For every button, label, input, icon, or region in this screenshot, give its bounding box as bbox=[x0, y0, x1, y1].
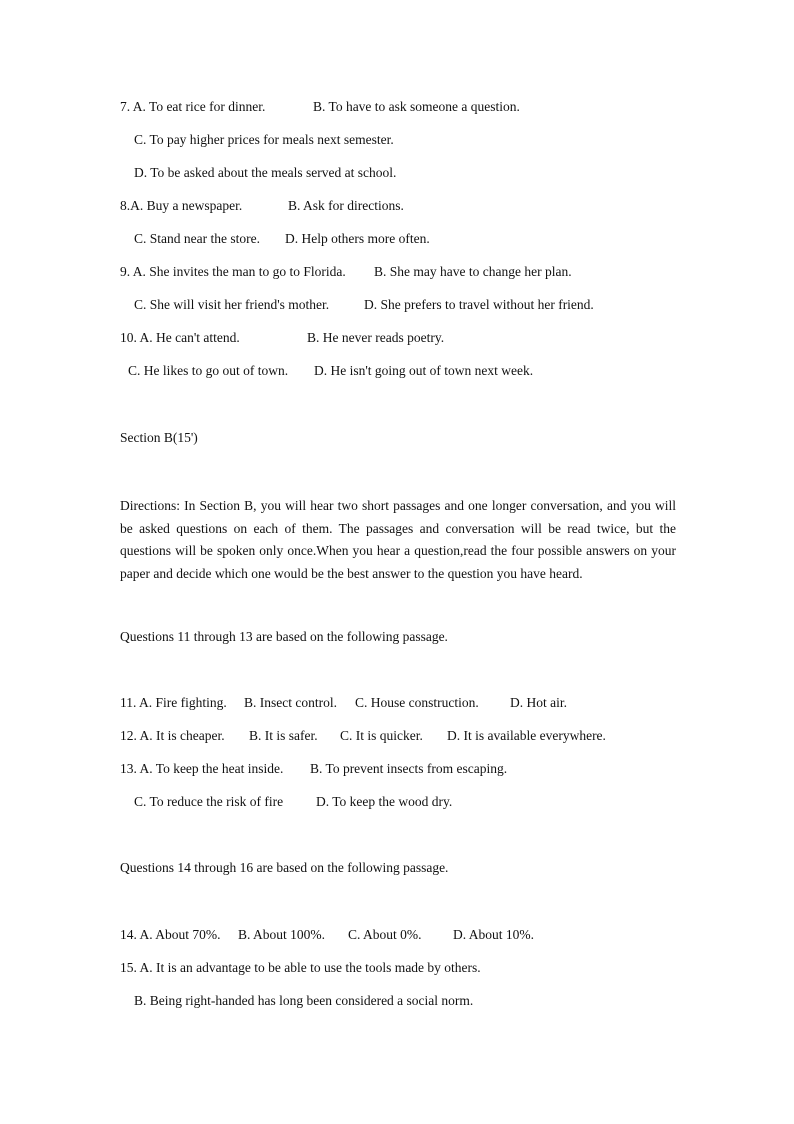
q9-option-d: D. She prefers to travel without her friend. bbox=[364, 297, 594, 312]
q13-option-a: 13. A. To keep the heat inside. bbox=[120, 761, 284, 776]
passage-2-intro: Questions 14 through 16 are based on the following passage. bbox=[120, 860, 449, 875]
q8-option-b: B. Ask for directions. bbox=[288, 198, 404, 213]
q11-option-c: C. House construction. bbox=[355, 695, 479, 710]
q8-option-c: C. Stand near the store. bbox=[134, 231, 260, 246]
q12-option-d: D. It is available everywhere. bbox=[447, 728, 606, 743]
q7-option-a: 7. A. To eat rice for dinner. bbox=[120, 99, 266, 114]
q13-option-d: D. To keep the wood dry. bbox=[316, 794, 453, 809]
q15-option-a: 15. A. It is an advantage to be able to use the tools made by others. bbox=[120, 960, 481, 975]
q11-option-a: 11. A. Fire fighting. bbox=[120, 695, 227, 710]
q12-option-b: B. It is safer. bbox=[249, 728, 318, 743]
q8-option-a: 8.A. Buy a newspaper. bbox=[120, 198, 243, 213]
q11-option-b: B. Insect control. bbox=[244, 695, 337, 710]
q7-option-b: B. To have to ask someone a question. bbox=[313, 99, 520, 114]
passage-1-intro: Questions 11 through 13 are based on the following passage. bbox=[120, 629, 448, 644]
q9-option-b: B. She may have to change her plan. bbox=[374, 264, 572, 279]
q9-option-a: 9. A. She invites the man to go to Florida. bbox=[120, 264, 346, 279]
q8-option-d: D. Help others more often. bbox=[285, 231, 430, 246]
q10-option-c: C. He likes to go out of town. bbox=[128, 363, 289, 378]
q9-option-c: C. She will visit her friend's mother. bbox=[134, 297, 330, 312]
q7-option-d: D. To be asked about the meals served at school. bbox=[134, 165, 397, 180]
q10-option-b: B. He never reads poetry. bbox=[307, 330, 445, 345]
section-b-title: Section B(15') bbox=[120, 430, 198, 445]
q12-option-c: C. It is quicker. bbox=[340, 728, 423, 743]
q15-option-b: B. Being right-handed has long been considered a social norm. bbox=[134, 993, 474, 1008]
q10-option-d: D. He isn't going out of town next week. bbox=[314, 363, 534, 378]
q14-option-b: B. About 100%. bbox=[238, 927, 326, 942]
q13-option-b: B. To prevent insects from escaping. bbox=[310, 761, 508, 776]
q13-option-c: C. To reduce the risk of fire bbox=[134, 794, 284, 809]
q10-option-a: 10. A. He can't attend. bbox=[120, 330, 240, 345]
section-b-directions: Directions: In Section B, you will hear two short passages and one longer conversation, and you will be asked questions on each of them. The passages and conversation will be read twice, but the questions will be spoken only once.When you hear a question,read the four possible answers on your paper and decide which one would be the best answer to the question you have heard. bbox=[120, 498, 676, 581]
q11-option-d: D. Hot air. bbox=[510, 695, 567, 710]
q7-option-c: C. To pay higher prices for meals next semester. bbox=[134, 132, 394, 147]
q14-option-d: D. About 10%. bbox=[453, 927, 534, 942]
q14-option-a: 14. A. About 70%. bbox=[120, 927, 221, 942]
q12-option-a: 12. A. It is cheaper. bbox=[120, 728, 225, 743]
q14-option-c: C. About 0%. bbox=[348, 927, 422, 942]
